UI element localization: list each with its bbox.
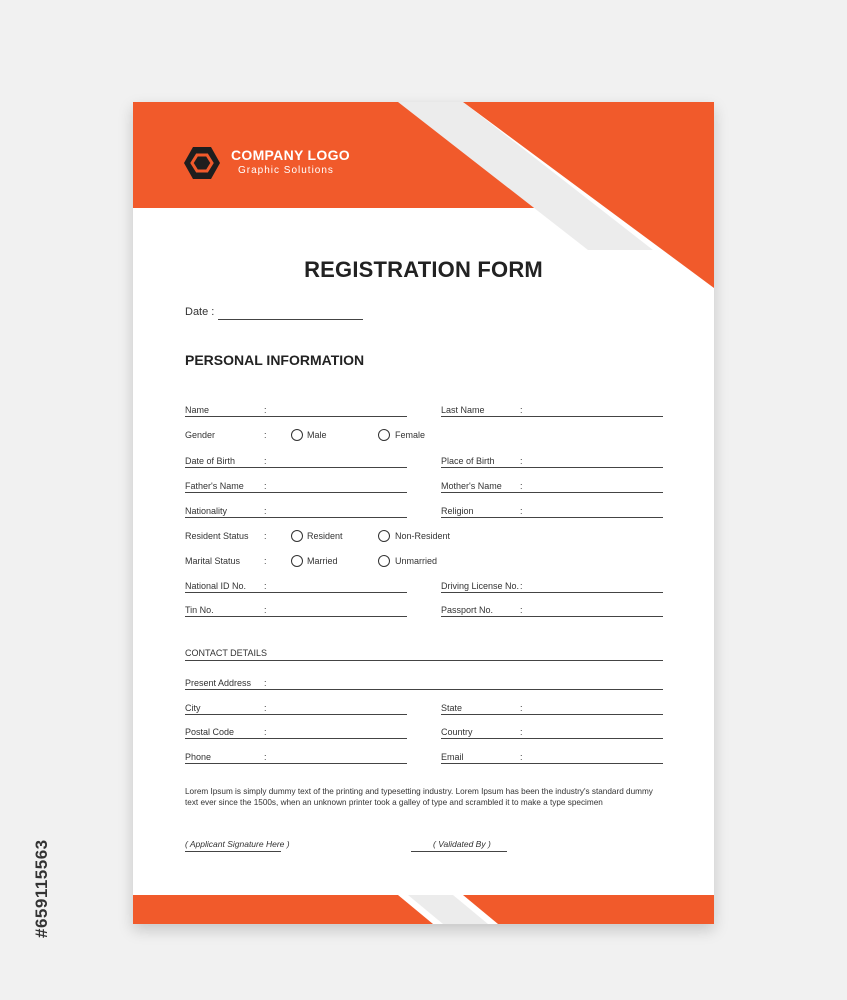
colon: : [264,752,267,762]
phone-field[interactable] [185,763,407,764]
pob-field[interactable] [441,467,663,468]
state-label: State [441,703,463,713]
colon: : [520,481,523,491]
city-label: City [185,703,201,713]
colon: : [520,405,523,415]
colon: : [520,605,523,615]
postal-code-field[interactable] [185,738,407,739]
company-tagline: Graphic Solutions [238,165,334,176]
footer-orange-wedge [463,895,714,924]
stock-id-text: #659115563 [32,839,51,938]
colon: : [264,581,267,591]
dob-label: Date of Birth [185,456,236,466]
nationality-field[interactable] [185,517,407,518]
resident-status-label: Resident Status [185,531,249,541]
colon: : [264,727,267,737]
stock-id [14,768,51,938]
company-logo-text: COMPANY LOGO [231,147,350,163]
driving-license-field[interactable] [441,592,663,593]
religion-field[interactable] [441,517,663,518]
mother-name-label: Mother's Name [441,481,502,491]
personal-info-heading: PERSONAL INFORMATION [185,352,365,368]
dob-field[interactable] [185,467,407,468]
married-radio[interactable] [291,555,303,567]
applicant-signature-label: ( Applicant Signature Here ) [185,839,290,849]
unmarried-label: Unmarried [395,556,438,566]
resident-radio[interactable] [291,530,303,542]
resident-label: Resident [307,531,343,541]
colon: : [264,556,267,566]
marital-status-label: Marital Status [185,556,241,566]
colon: : [264,430,267,440]
colon: : [264,405,267,415]
last-name-label: Last Name [441,405,485,415]
disclaimer-paragraph: Lorem Ipsum is simply dummy text of the printing and typesetting industry. Lorem Ipsum has been the industry's standard dummy text ever since the 1500s, when an unknown printer took a galley of type and scrambled it to make a type specimen [185,787,653,807]
national-id-field[interactable] [185,592,407,593]
unmarried-radio[interactable] [378,555,390,567]
footer-orange-band [133,895,433,924]
nationality-label: Nationality [185,506,228,516]
tin-label: Tin No. [185,605,214,615]
country-field[interactable] [441,738,663,739]
present-address-field[interactable] [185,689,663,690]
colon: : [264,605,267,615]
registration-form-sheet [133,102,714,924]
passport-field[interactable] [441,616,663,617]
non-resident-label: Non-Resident [395,531,451,541]
tin-field[interactable] [185,616,407,617]
colon: : [520,581,523,591]
father-name-label: Father's Name [185,481,244,491]
driving-license-label: Driving License No. [441,581,520,591]
name-field[interactable] [185,416,407,417]
religion-label: Religion [441,506,474,516]
country-label: Country [441,727,473,737]
form-title: REGISTRATION FORM [304,257,543,282]
last-name-field[interactable] [441,416,663,417]
non-resident-radio[interactable] [378,530,390,542]
colon: : [264,678,267,688]
colon: : [520,727,523,737]
mother-name-field[interactable] [441,492,663,493]
colon: : [264,531,267,541]
name-label: Name [185,405,210,415]
state-field[interactable] [441,714,663,715]
validated-by-label: ( Validated By ) [433,839,491,849]
married-label: Married [307,556,338,566]
colon: : [264,703,267,713]
pob-label: Place of Birth [441,456,495,466]
passport-label: Passport No. [441,605,494,615]
city-field[interactable] [185,714,407,715]
male-label: Male [307,430,327,440]
email-field[interactable] [441,763,663,764]
female-label: Female [395,430,426,440]
gender-label: Gender [185,430,216,440]
contact-details-heading: CONTACT DETAILS [185,648,268,658]
colon: : [264,506,267,516]
applicant-signature-field[interactable] [185,851,281,852]
colon: : [264,456,267,466]
national-id-label: National ID No. [185,581,247,591]
colon: : [520,703,523,713]
date-label: Date : [185,306,215,318]
contact-divider [185,660,663,661]
postal-code-label: Postal Code [185,727,235,737]
female-radio[interactable] [378,429,390,441]
phone-label: Phone [185,752,212,762]
present-address-label: Present Address [185,678,252,688]
father-name-field[interactable] [185,492,407,493]
colon: : [264,481,267,491]
hexagon-icon [183,144,221,182]
colon: : [520,752,523,762]
date-field[interactable] [218,319,363,320]
email-label: Email [441,752,464,762]
male-radio[interactable] [291,429,303,441]
colon: : [520,456,523,466]
colon: : [520,506,523,516]
validated-by-field[interactable] [411,851,507,852]
